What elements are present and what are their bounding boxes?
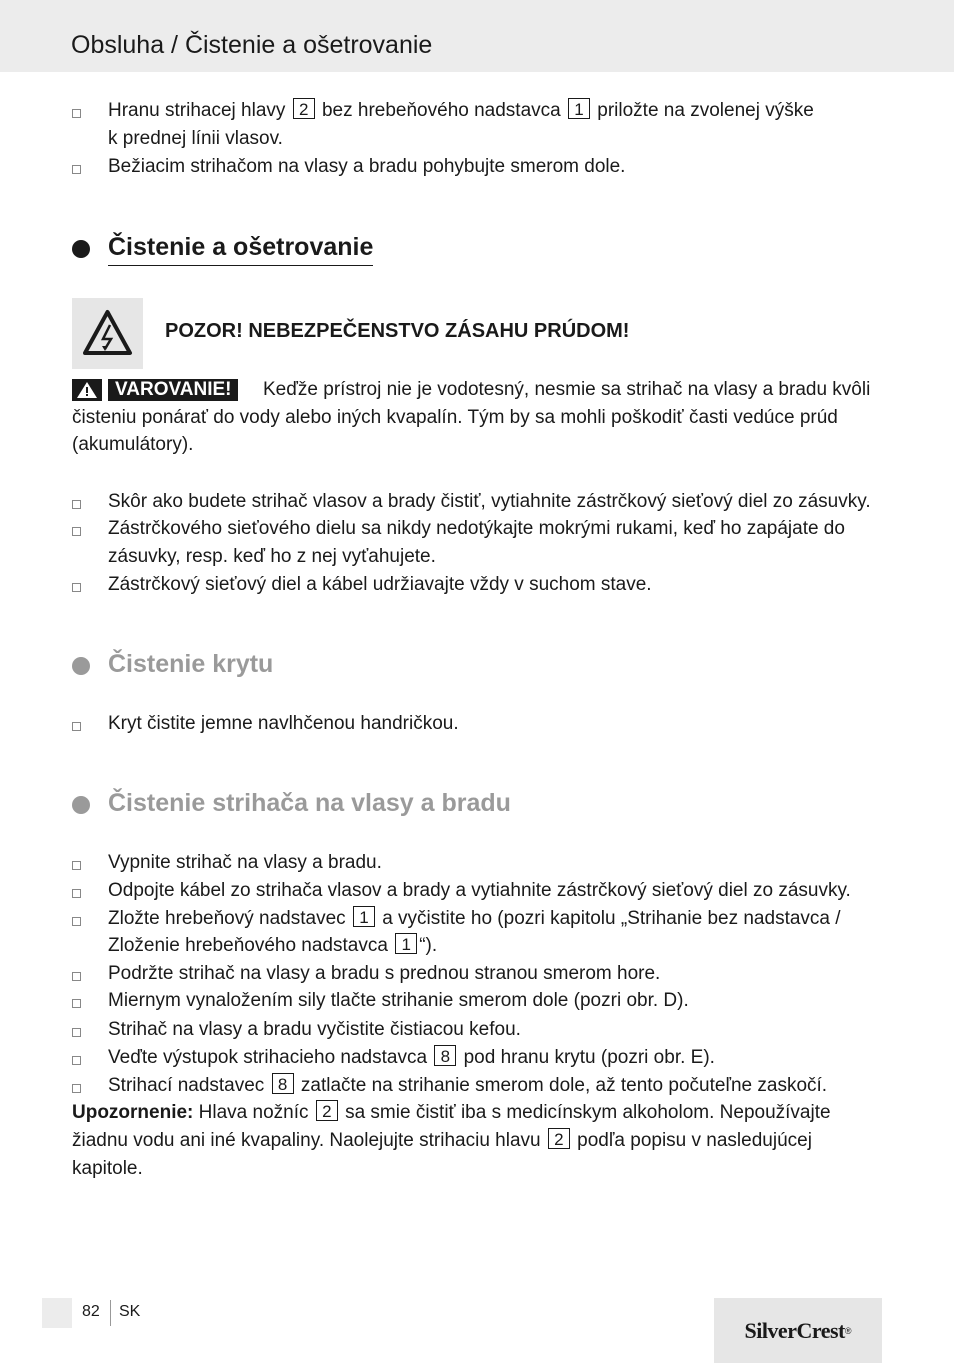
list-item xyxy=(108,1044,715,1072)
item-text: Zloženie hrebeňového nadstavca xyxy=(108,935,388,956)
part-number-box: 2 xyxy=(293,98,315,119)
page-title: Obsluha / Čistenie a ošetrovanie xyxy=(71,31,433,59)
subsection-heading: Čistenie strihača na vlasy a bradu xyxy=(108,789,511,817)
list-item: Zástrčkového sieťového dielu sa nikdy nedotýkajte mokrými rukami, keď ho zapájate do xyxy=(108,518,845,539)
registered-mark: ® xyxy=(844,1325,852,1336)
item-text: pod hranu krytu (pozri obr. E). xyxy=(463,1047,715,1068)
brand-logo xyxy=(714,1298,882,1363)
list-item: Miernym vynaložením sily tlačte strihanie smerom dole (pozri obr. D). xyxy=(108,990,689,1011)
item-text: zatlačte na strihanie smerom dole, až tento počuteľne zaskočí. xyxy=(300,1075,828,1096)
footer-tab xyxy=(42,1298,72,1328)
note-text: sa smie čistiť iba s medicínskym alkoholom. Nepoužívajte xyxy=(345,1102,831,1123)
checkbox-bullet-icon xyxy=(72,999,81,1008)
section-dot-icon xyxy=(72,240,90,258)
note-text: Hlava nožníc xyxy=(198,1102,309,1123)
item-text: “). xyxy=(419,935,438,956)
part-number-box: 1 xyxy=(353,906,375,927)
list-item: Vypnite strihač na vlasy a bradu. xyxy=(108,852,382,873)
danger-heading: POZOR! NEBEZPEČENSTVO ZÁSAHU PRÚDOM! xyxy=(165,320,630,342)
checkbox-bullet-icon xyxy=(72,722,81,731)
checkbox-bullet-icon xyxy=(72,917,81,926)
section-dot-icon xyxy=(72,796,90,814)
item-text: a vyčistite ho (pozri kapitolu „Strihanie bez nadstavca / xyxy=(382,908,841,929)
list-item-continuation xyxy=(108,932,437,960)
list-item xyxy=(108,1072,827,1100)
part-number-box: 8 xyxy=(272,1073,294,1094)
note-text: podľa popisu v nasledujúcej xyxy=(577,1130,812,1151)
item-text: Hranu strihacej hlavy xyxy=(108,100,286,121)
item-text: Strihací nadstavec xyxy=(108,1075,265,1096)
warning-label: VAROVANIE! xyxy=(108,379,238,401)
list-item-continuation: zásuvky, resp. keď ho z nej vyťahujete. xyxy=(108,546,436,567)
warning-text: (akumulátory). xyxy=(72,434,194,455)
list-item: Podržte strihač na vlasy a bradu s prednou stranou smerom hore. xyxy=(108,963,661,984)
list-item: Strihač na vlasy a bradu vyčistite čistiacou kefou. xyxy=(108,1019,521,1040)
warning-text: čisteniu ponárať do vody alebo iných kvapalín. Tým by sa mohli poškodiť časti vedúce prúd xyxy=(72,407,838,428)
list-item: Bežiacim strihačom na vlasy a bradu pohybujte smerom dole. xyxy=(108,156,626,177)
checkbox-bullet-icon xyxy=(72,500,81,509)
checkbox-bullet-icon xyxy=(72,1028,81,1037)
list-item: Zástrčkový sieťový diel a kábel udržiavajte vždy v suchom stave. xyxy=(108,574,652,595)
checkbox-bullet-icon xyxy=(72,109,81,118)
item-text: Zložte hrebeňový nadstavec xyxy=(108,908,346,929)
language-code: SK xyxy=(119,1303,141,1320)
part-number-box: 1 xyxy=(395,933,417,954)
page-number: 82 xyxy=(82,1303,100,1320)
list-item: Kryt čistite jemne navlhčenou handričkou. xyxy=(108,713,459,734)
part-number-box: 2 xyxy=(548,1128,570,1149)
high-voltage-warning-icon xyxy=(72,298,143,369)
checkbox-bullet-icon xyxy=(72,527,81,536)
checkbox-bullet-icon xyxy=(72,1084,81,1093)
note-paragraph: kapitole. xyxy=(72,1158,143,1179)
part-number-box: 8 xyxy=(434,1045,456,1066)
warning-triangle-icon xyxy=(72,379,102,401)
note-text: žiadnu vodu ani iné kvapaliny. Naolejujte strihaciu hlavu xyxy=(72,1130,541,1151)
item-text: priložte na zvolenej výške xyxy=(597,100,814,121)
checkbox-bullet-icon xyxy=(72,583,81,592)
part-number-box: 2 xyxy=(316,1100,338,1121)
item-text: bez hrebeňového nadstavca xyxy=(321,100,561,121)
checkbox-bullet-icon xyxy=(72,861,81,870)
section-dot-icon xyxy=(72,657,90,675)
note-label: Upozornenie: xyxy=(72,1102,194,1123)
checkbox-bullet-icon xyxy=(72,972,81,981)
checkbox-bullet-icon xyxy=(72,1056,81,1065)
part-number-box: 1 xyxy=(568,98,590,119)
list-item-continuation: k prednej línii vlasov. xyxy=(108,128,283,149)
note-paragraph xyxy=(72,1099,831,1127)
list-item xyxy=(108,97,814,125)
subsection-heading: Čistenie krytu xyxy=(108,650,274,678)
checkbox-bullet-icon xyxy=(72,165,81,174)
warning-text: Keďže prístroj nie je vodotesný, nesmie sa strihač na vlasy a bradu kvôli xyxy=(263,379,871,400)
list-item: Skôr ako budete strihač vlasov a brady čistiť, vytiahnite zástrčkový sieťový diel zo zásuvky. xyxy=(108,491,871,512)
checkbox-bullet-icon xyxy=(72,889,81,898)
footer-divider xyxy=(110,1300,111,1326)
note-paragraph xyxy=(72,1127,812,1155)
section-heading: Čistenie a ošetrovanie xyxy=(108,233,373,266)
item-text: Veďte výstupok strihacieho nadstavca xyxy=(108,1047,428,1068)
list-item xyxy=(108,905,841,933)
logo-text: SilverCrest xyxy=(744,1317,845,1343)
list-item: Odpojte kábel zo strihača vlasov a brady a vytiahnite zástrčkový sieťový diel zo zásuvky. xyxy=(108,880,851,901)
